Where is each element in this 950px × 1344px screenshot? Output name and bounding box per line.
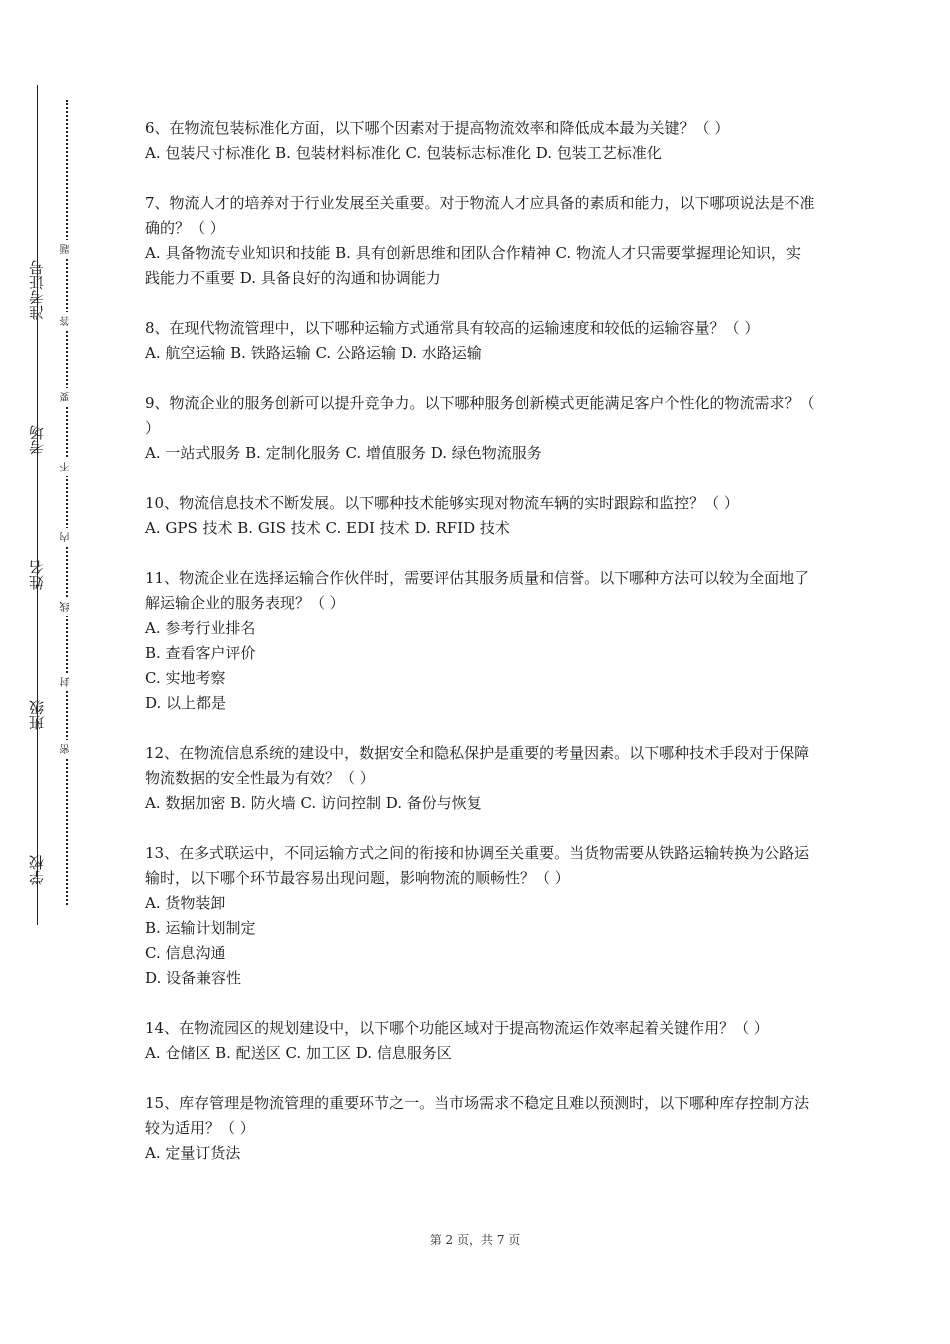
- option-c: C. 实地考察: [145, 669, 226, 687]
- question-text: 14、在物流园区的规划建设中，以下哪个功能区域对于提高物流运作效率起着关键作用？（ ）: [145, 1019, 769, 1037]
- question-text: 15、库存管理是物流管理的重要环节之一。当市场需求不稳定且难以预测时，以下哪种库存控制方法较为适用？（ ）: [145, 1094, 810, 1137]
- field-exam-room-label: 考场: [28, 425, 46, 455]
- question-10: [145, 491, 815, 541]
- seal-char: 题: [58, 240, 76, 258]
- seal-char: 封: [58, 673, 76, 691]
- field-class-label: 班级: [28, 700, 46, 730]
- question-options: A. 一站式服务 B. 定制化服务 C. 增值服务 D. 绿色物流服务: [145, 444, 542, 462]
- question-options: A. 航空运输 B. 铁路运输 C. 公路运输 D. 水路运输: [145, 344, 482, 362]
- student-info-fields: [22, 85, 52, 935]
- seal-char: 要: [58, 388, 76, 406]
- seal-char: 密: [58, 740, 76, 758]
- question-text: 6、在物流包装标准化方面，以下哪个因素对于提高物流效率和降低成本最为关键？（ ）: [145, 119, 730, 137]
- binding-margin: [0, 0, 120, 1344]
- seal-char: 不: [58, 458, 76, 476]
- option-d: D. 设备兼容性: [145, 969, 242, 987]
- option-b: B. 查看客户评价: [145, 644, 256, 662]
- question-14: [145, 1016, 815, 1066]
- question-6: [145, 116, 815, 166]
- question-options: A. 具备物流专业知识和技能 B. 具有创新思维和团队合作精神 C. 物流人才只需要掌握理论知识，实践能力不重要 D. 具备良好的沟通和协调能力: [145, 244, 801, 287]
- seal-char: 线: [58, 598, 76, 616]
- field-school-label: 学校: [28, 855, 46, 885]
- question-text: 7、物流人才的培养对于行业发展至关重要。对于物流人才应具备的素质和能力，以下哪项说法是不准确的？（ ）: [145, 194, 815, 237]
- option-b: B. 运输计划制定: [145, 919, 256, 937]
- question-options: A. 数据加密 B. 防火墙 C. 访问控制 D. 备份与恢复: [145, 794, 482, 812]
- question-text: 11、物流企业在选择运输合作伙伴时，需要评估其服务质量和信誉。以下哪种方法可以较为全面地了解运输企业的服务表现？（ ）: [145, 569, 810, 612]
- question-text: 8、在现代物流管理中，以下哪种运输方式通常具有较高的运输速度和较低的运输容量？（ ）: [145, 319, 760, 337]
- option-c: C. 信息沟通: [145, 944, 226, 962]
- question-text: 9、物流企业的服务创新可以提升竞争力。以下哪种服务创新模式更能满足客户个性化的物流需求？（ ）: [145, 394, 815, 437]
- question-options: A. GPS 技术 B. GIS 技术 C. EDI 技术 D. RFID 技术: [145, 519, 510, 537]
- question-9: [145, 391, 815, 466]
- question-8: [145, 316, 815, 366]
- question-15: [145, 1091, 815, 1166]
- option-a: A. 定量订货法: [145, 1144, 241, 1162]
- question-text: 13、在多式联运中，不同运输方式之间的衔接和协调至关重要。当货物需要从铁路运输转换为公路运输时，以下哪个环节最容易出现问题，影响物流的顺畅性？（ ）: [145, 844, 810, 887]
- question-11: [145, 566, 815, 716]
- question-12: [145, 741, 815, 816]
- field-admission-number-label: 准考证号: [28, 260, 46, 320]
- seal-notice: [58, 100, 76, 905]
- option-d: D. 以上都是: [145, 694, 227, 712]
- page-number-footer: 第 2 页，共 7 页: [429, 1233, 521, 1247]
- question-text: 10、物流信息技术不断发展。以下哪种技术能够实现对物流车辆的实时跟踪和监控？（ ）: [145, 494, 739, 512]
- option-a: A. 货物装卸: [145, 894, 226, 912]
- field-name-label: 姓名: [28, 560, 46, 590]
- question-list: [145, 116, 815, 1191]
- question-options: A. 包装尺寸标准化 B. 包装材料标准化 C. 包装标志标准化 D. 包装工艺标准化: [145, 144, 662, 162]
- option-a: A. 参考行业排名: [145, 619, 256, 637]
- seal-char: 答: [58, 312, 76, 330]
- question-7: [145, 191, 815, 291]
- question-13: [145, 841, 815, 991]
- seal-char: 内: [58, 528, 76, 546]
- question-text: 12、在物流信息系统的建设中，数据安全和隐私保护是重要的考量因素。以下哪种技术手段对于保障物流数据的安全性最为有效？（ ）: [145, 744, 810, 787]
- question-options: A. 仓储区 B. 配送区 C. 加工区 D. 信息服务区: [145, 1044, 452, 1062]
